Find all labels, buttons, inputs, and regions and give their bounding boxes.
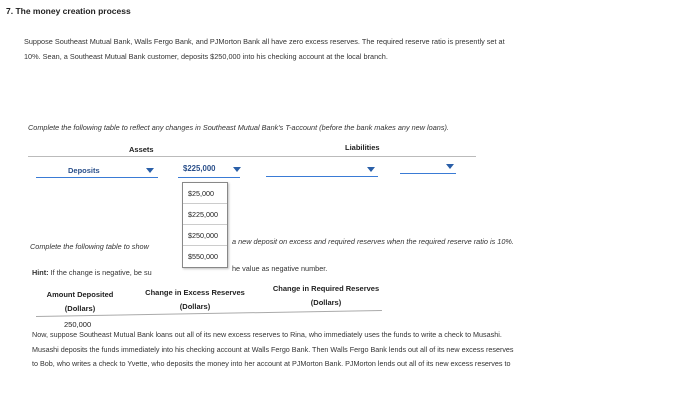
assets-row-label-select[interactable] (36, 162, 158, 178)
taccount-instruction: Complete the following table to reflect any changes in Southeast Mutual Bank's T-account (before the bank makes any new loans). (28, 123, 449, 132)
dropdown-option[interactable]: $550,000 (188, 252, 218, 261)
liabilities-label-underline (266, 176, 378, 177)
intro-paragraph (24, 34, 624, 64)
hint-left (32, 268, 152, 277)
assets-value-underline (178, 177, 240, 178)
liabilities-value-select[interactable] (400, 160, 458, 176)
chevron-down-icon (367, 167, 375, 172)
assets-value-select[interactable] (178, 160, 244, 178)
chevron-down-icon (233, 167, 241, 172)
hint-text-left: If the change is negative, be su (50, 268, 152, 277)
dropdown-option[interactable]: $225,000 (183, 204, 227, 225)
hint-text-right: he value as negative number. (232, 264, 328, 273)
question-title: 7. The money creation process (6, 6, 131, 16)
dropdown-option[interactable]: $250,000 (183, 225, 227, 246)
assets-label-underline (36, 177, 158, 178)
col-required-line1: Change in Required Reserves (272, 284, 380, 293)
col-amount-deposited-header (36, 290, 124, 313)
assets-value-dropdown-list (182, 182, 228, 268)
assets-value-selected: $225,000 (183, 164, 216, 173)
liabilities-header: Liabilities (345, 143, 380, 152)
col-excess-reserves-header (132, 288, 258, 311)
col-excess-line2: (Dollars) (179, 302, 211, 311)
intro-line-2: 10%. Sean, a Southeast Mutual Bank customer, deposits $250,000 into his checking account at the local branch. (24, 52, 388, 61)
assets-header: Assets (129, 145, 154, 154)
intro-line-1: Suppose Southeast Mutual Bank, Walls Fergo Bank, and PJMorton Bank all have zero excess reserves. The required reserve ratio is presently set at (24, 37, 505, 46)
hint-label: Hint: (32, 268, 49, 277)
dropdown-option[interactable]: $25,000 (183, 183, 227, 204)
para2-line-1: Now, suppose Southeast Mutual Bank loans out all of its new excess reserves to Rina, who immediately uses the funds to write a check to Musashi. (32, 330, 502, 339)
reserves-instruction-right: a new deposit on excess and required reserves when the required reserve ratio is 10%. (232, 237, 514, 246)
chevron-down-icon (446, 164, 454, 169)
paragraph-2 (32, 328, 612, 372)
liabilities-value-underline (400, 173, 456, 174)
amount-deposited-value: 250,000 (64, 320, 92, 329)
col-required-reserves-header (262, 284, 390, 307)
col-amount-line1: Amount Deposited (46, 290, 114, 299)
reserves-instruction-left: Complete the following table to show (30, 242, 149, 251)
col-excess-line1: Change in Excess Reserves (145, 288, 245, 297)
liabilities-row-label-select[interactable] (266, 162, 380, 178)
para2-line-2: Musashi deposits the funds immediately into his checking account at Walls Fergo Bank. Then Walls Fergo Bank lends out all of its new excess reserves (32, 344, 514, 354)
col-required-line2: (Dollars) (310, 298, 342, 307)
para2-line-3: to Bob, who writes a check to Yvette, who deposits the money into her account at PJMorton Bank. PJMorton lends out all of its new excess reserves to (32, 359, 511, 368)
chevron-down-icon (146, 168, 154, 173)
col-amount-line2: (Dollars) (64, 304, 96, 313)
deposits-label: Deposits (68, 166, 100, 175)
taccount-header-divider (28, 156, 476, 157)
